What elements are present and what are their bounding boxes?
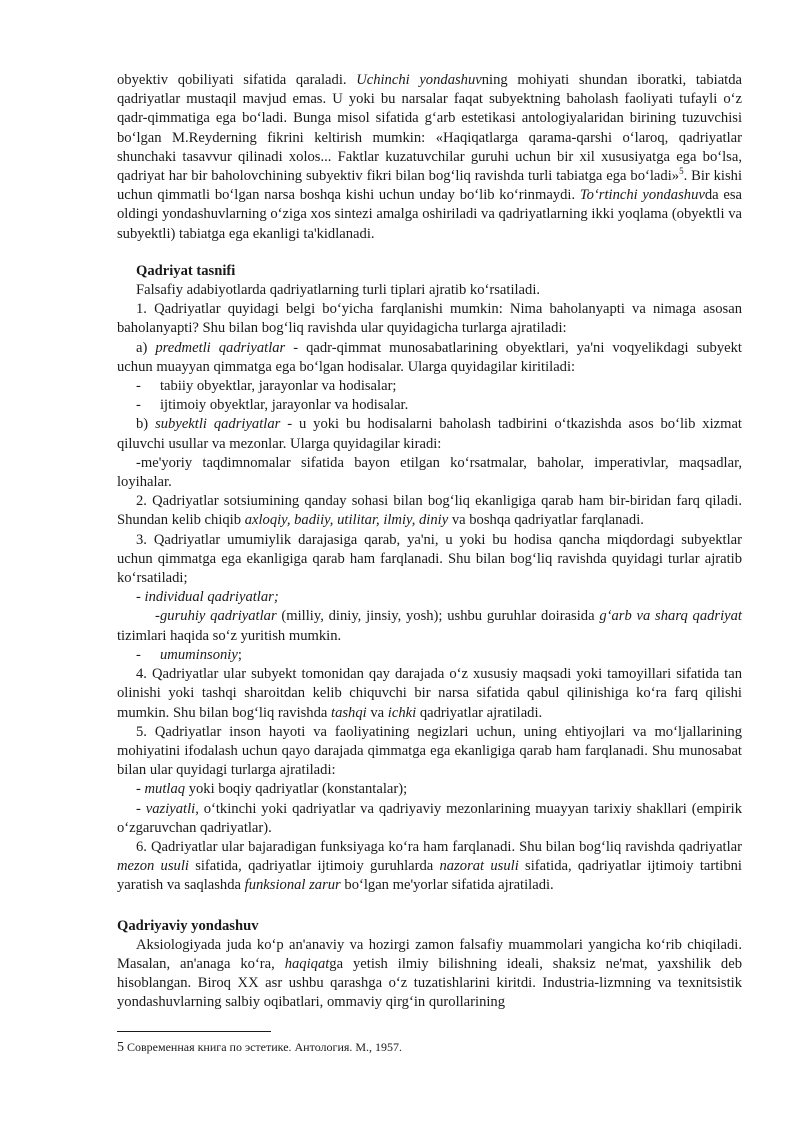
footnote [117, 1040, 402, 1056]
italic-term: axloqiy, badiiy, utilitar, ilmiy, diniy [244, 512, 449, 529]
italic-term: mutlaq [144, 781, 186, 798]
list-item: -guruhiy qadriyatlar (milliy, diniy, jinsiy, yosh); ushbu guruhlar doirasida g‘arb va sharq qadriyat tizimlari haqida so‘z yuritish mumkin. [117, 608, 742, 644]
text: da esa oldingi yondashuvlarning o‘ziga xos sintezi amalga oshiriladi va qadriyatlarning ikki yoqlama (obyektli va subyektli) tabiatga ega ekanligi ta'kidlanadi. [117, 187, 743, 242]
italic-term: ichki [387, 704, 417, 721]
italic-term: nazorat usuli [439, 858, 519, 875]
paragraph: 6. Qadriyatlar ular bajaradigan funksiyaga ko‘ra ham farqlanadi. Shu bilan bog‘liq ravishda qadriyatlar mezon usuli sifatida, qadriyatlar ijtimoiy guruhlarda nazorat usuli sifatida, qadriyatlar ijtimoiy tartibni yaratish va saqlashda funksional zarur bo‘lgan me'yorlar sifatida ajratiladi. [117, 838, 742, 894]
paragraph: 5. Qadriyatlar inson hayoti va faoliyatining negizlari uchun, uning ehtiyojlari va mo‘ljallarining mohiyatini ifodalash uchun qayo darajada qimmatga ega ekanligiga qarab ham farqlanadi. Shu munosabat bilan ular quyidagi turlarga ajratiladi: [117, 723, 742, 779]
list-item [117, 588, 742, 607]
paragraph: 1. Qadriyatlar quyidagi belgi bo‘yicha farqlanishi mumkin: Nima baholanyapti va nimaga asosan baholanyapti? Shu bilan bog‘liq ravishda ular quyidagicha turlarga ajratiladi: [117, 301, 742, 337]
italic-term: funksional zarur [244, 877, 341, 894]
italic-term: guruhiy qadriyatlar [160, 608, 277, 625]
italic-term: mezon usuli [117, 858, 189, 875]
text: ning mohiyati shundan iboratki, tabiatda qadriyatlar mustaqil mavjud emas. U yoki bu narsalar faqat subyektning baholash faoliyati tufayli o‘z qadr-qimmatiga ega bo‘ladi. Bunga misol sifatida g‘arb estetikasi antologiyalaridan birining tuzuvchisi bo‘lgan M.Reyderning fikrini keltirish mumkin: «Haqiqatlarga qarama-qarshi o‘laroq, qadriyatlar shunchaki tasavvur qilinadi xolos... Faktlar kuzatuvchilar guruhi uchun bir xil xususiyatga ega bo‘lsa, qadriyat har bir baholovchining subyektiv fikri bilan bog‘liq ravishda turli tabiatga ega bo‘ladi» [117, 72, 743, 185]
list-item: - umuminsoniy; [136, 646, 242, 663]
list-item: - tabiiy obyektlar, jarayonlar va hodisalar; [136, 378, 397, 395]
italic-term: Uchinchi yondashuv [356, 72, 482, 88]
paragraph: Aksiologiyada juda ko‘p an'anaviy va hozirgi zamon falsafiy muammolari yangicha ko‘rib chiqiladi. Masalan, an'anaga ko‘ra, haqiqatga yetish ilmiy bilishning ideali, shaksiz ne'mat, yaxshilik deb hisoblangan. Biroq XX asr ushbu qarashga o‘z tuzatishlarini kiritdi. Industria-lizmning va texnitsistik yondashuvlarning salbiy oqibatlari, ommaviy qirg‘in qurollarining [117, 936, 742, 1011]
footnote-divider [117, 1031, 271, 1032]
italic-term: To‘rtinchi yondashuv [579, 187, 705, 204]
list-item: - vaziyatli, o‘tkinchi yoki qadriyatlar va qadriyaviy mezonlarining muayyan tarixiy shakllari (empirik o‘zgaruvchan qadriyatlar). [117, 800, 742, 836]
paragraph: b) subyektli qadriyatlar - u yoki bu hodisalarni baholash tadbirini o‘tkazishda asos bo‘lib xizmat qiluvchi usullar va mezonlar. Ularga quyidagilar kiradi: [117, 416, 742, 452]
footnote-number: 5 [117, 1040, 124, 1055]
list-item: - mutlaq yoki boqiy qadriyatlar (konstantalar); [136, 781, 408, 798]
paragraph: 4. Qadriyatlar ular subyekt tomonidan qay darajada o‘z xususiy maqsadi yoki tamoyillari sifatida tan olinishi yoki tashqi sharoitdan kelib chiquvchi bir narsa sifatida qabul qilinishiga ko‘ra farq qilishi mumkin. Shu bilan bog‘liq ravishda tashqi va ichki qadriyatlar ajratiladi. [117, 666, 742, 721]
footnote-ref[interactable]: 5 [679, 166, 684, 177]
italic-term: predmetli qadriyatlar [155, 339, 286, 356]
italic-term: subyektli qadriyatlar [155, 416, 281, 433]
page-body [117, 71, 742, 1013]
text: . Bir kishi uchun qimmatli bo‘lgan narsa boshqa kishi uchun unday bo‘lib ko‘rinmaydi. [117, 168, 743, 204]
paragraph: Falsafiy adabiyotlarda qadriyatlarning turli tiplari ajratib ko‘rsatiladi. [136, 282, 541, 299]
italic-term: vaziyatli [145, 800, 196, 817]
italic-term: haqiqat [284, 955, 330, 972]
list-item: - ijtimoiy obyektlar, jarayonlar va hodisalar. [136, 397, 409, 414]
paragraph: 2. Qadriyatlar sotsiumining qanday sohasi bilan bog‘liq ekanligiga qarab ham bir-biridan farq qiladi. Shundan kelib chiqib axloqiy, badiiy, utilitar, ilmiy, diniy va boshqa qadriyatlar farqlanadi. [117, 493, 742, 529]
section-heading: Qadriyaviy yondashuv [117, 917, 259, 934]
italic-term: - individual qadriyatlar; [136, 589, 279, 606]
text: obyektiv qobiliyati sifatida qaraladi. [117, 72, 357, 88]
italic-term: umuminsoniy [160, 646, 238, 663]
italic-term: g‘arb va sharq qadriyat [599, 608, 742, 625]
paragraph: -me'yoriy taqdimnomalar sifatida bayon etilgan ko‘rsatmalar, baholar, imperativlar, maqsadlar, loyihalar. [117, 454, 742, 491]
paragraph [117, 71, 742, 244]
paragraph: a) predmetli qadriyatlar - qadr-qimmat munosabatlarining obyektlari, ya'ni voqyelikdagi subyekt uchun muayyan qimmatga ega bo‘lgan hodisalar. Ularga quyidagilar kiritiladi: [117, 339, 742, 375]
section-heading: Qadriyat tasnifi [136, 262, 236, 279]
paragraph: 3. Qadriyatlar umumiylik darajasiga qarab, ya'ni, u yoki bu hodisa qancha miqdordagi subyektlar uchun qimmatga ega ekanligiga qarab ham farqlanadi. Shu bilan bog‘liq ravishda quyidagi turlar ajratib ko‘rsatiladi; [117, 531, 742, 587]
footnote-text: Современная книга по эстетике. Антология. М., 1957. [124, 1040, 403, 1054]
italic-term: tashqi [331, 704, 367, 721]
